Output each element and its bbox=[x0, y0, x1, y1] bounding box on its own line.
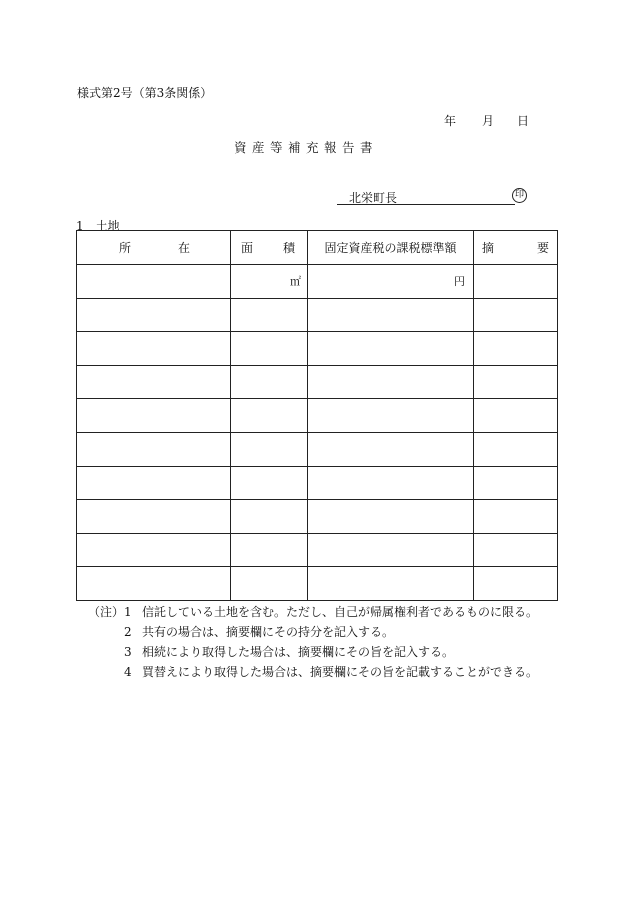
table-row bbox=[77, 399, 558, 433]
note-number: 4 bbox=[124, 665, 132, 679]
table-row bbox=[77, 332, 558, 366]
column-header-tax-base: 固定資産税の課税標準額 bbox=[308, 231, 474, 265]
notes-label: （注） bbox=[88, 605, 125, 619]
cell-location[interactable] bbox=[77, 298, 231, 332]
cell-remarks[interactable] bbox=[474, 265, 558, 299]
cell-area[interactable] bbox=[231, 265, 308, 299]
area-unit: ㎡ bbox=[290, 275, 301, 289]
note-number: 1 bbox=[124, 605, 132, 619]
note-item bbox=[88, 602, 588, 622]
table-row bbox=[77, 500, 558, 534]
cell-area[interactable] bbox=[231, 567, 308, 601]
addressee-underline bbox=[337, 204, 515, 205]
table-row bbox=[77, 265, 558, 299]
note-item bbox=[88, 662, 588, 682]
date-month-label: 月 bbox=[482, 114, 495, 128]
cell-remarks[interactable] bbox=[474, 466, 558, 500]
cell-location[interactable] bbox=[77, 265, 231, 299]
cell-remarks[interactable] bbox=[474, 533, 558, 567]
addressee: 北栄町長 bbox=[349, 191, 398, 205]
cell-remarks[interactable] bbox=[474, 298, 558, 332]
cell-location[interactable] bbox=[77, 399, 231, 433]
table-row bbox=[77, 298, 558, 332]
cell-tax-base[interactable] bbox=[308, 399, 474, 433]
cell-area[interactable] bbox=[231, 533, 308, 567]
cell-area[interactable] bbox=[231, 399, 308, 433]
cell-tax-base[interactable] bbox=[308, 298, 474, 332]
cell-area[interactable] bbox=[231, 332, 308, 366]
cell-location[interactable] bbox=[77, 432, 231, 466]
table-row bbox=[77, 533, 558, 567]
date-year-label: 年 bbox=[444, 114, 457, 128]
table-row bbox=[77, 432, 558, 466]
cell-tax-base[interactable] bbox=[308, 365, 474, 399]
cell-location[interactable] bbox=[77, 466, 231, 500]
table-row bbox=[77, 466, 558, 500]
note-text: 信託している土地を含む。ただし、自己が帰属権利者であるものに限る。 bbox=[142, 605, 539, 619]
cell-remarks[interactable] bbox=[474, 365, 558, 399]
date-day-label: 日 bbox=[517, 114, 530, 128]
cell-remarks[interactable] bbox=[474, 500, 558, 534]
cell-area[interactable] bbox=[231, 432, 308, 466]
note-item bbox=[88, 642, 588, 662]
cell-tax-base[interactable] bbox=[308, 265, 474, 299]
cell-remarks[interactable] bbox=[474, 567, 558, 601]
note-text: 買替えにより取得した場合は、摘要欄にその旨を記載することができる。 bbox=[142, 665, 539, 679]
notes-block bbox=[88, 602, 588, 682]
cell-remarks[interactable] bbox=[474, 432, 558, 466]
cell-location[interactable] bbox=[77, 533, 231, 567]
cell-location[interactable] bbox=[77, 567, 231, 601]
cell-tax-base[interactable] bbox=[308, 533, 474, 567]
note-text: 相続により取得した場合は、摘要欄にその旨を記入する。 bbox=[142, 645, 455, 659]
land-table bbox=[76, 230, 558, 601]
cell-tax-base[interactable] bbox=[308, 567, 474, 601]
cell-tax-base[interactable] bbox=[308, 500, 474, 534]
document-title: 資産等補充報告書 bbox=[234, 140, 379, 155]
note-text: 共有の場合は、摘要欄にその持分を記入する。 bbox=[142, 625, 395, 639]
column-header-remarks: 摘 要 bbox=[474, 231, 558, 265]
column-header-area: 面 積 bbox=[231, 231, 308, 265]
cell-area[interactable] bbox=[231, 298, 308, 332]
note-item bbox=[88, 622, 588, 642]
cell-tax-base[interactable] bbox=[308, 332, 474, 366]
table-row bbox=[77, 365, 558, 399]
note-number: 3 bbox=[124, 645, 132, 659]
yen-unit: 円 bbox=[454, 275, 465, 289]
seal-mark: 印 bbox=[512, 188, 527, 203]
table-row bbox=[77, 567, 558, 601]
cell-location[interactable] bbox=[77, 365, 231, 399]
table-header-row bbox=[77, 231, 558, 265]
cell-area[interactable] bbox=[231, 466, 308, 500]
column-header-location: 所 在 bbox=[77, 231, 231, 265]
section-number: 1 bbox=[76, 219, 84, 233]
cell-location[interactable] bbox=[77, 500, 231, 534]
section-label: 土地 bbox=[95, 219, 120, 233]
cell-remarks[interactable] bbox=[474, 399, 558, 433]
cell-location[interactable] bbox=[77, 332, 231, 366]
cell-area[interactable] bbox=[231, 365, 308, 399]
cell-tax-base[interactable] bbox=[308, 466, 474, 500]
form-number: 様式第2号（第3条関係） bbox=[77, 86, 213, 100]
cell-tax-base[interactable] bbox=[308, 432, 474, 466]
cell-area[interactable] bbox=[231, 500, 308, 534]
note-number: 2 bbox=[124, 625, 132, 639]
cell-remarks[interactable] bbox=[474, 332, 558, 366]
